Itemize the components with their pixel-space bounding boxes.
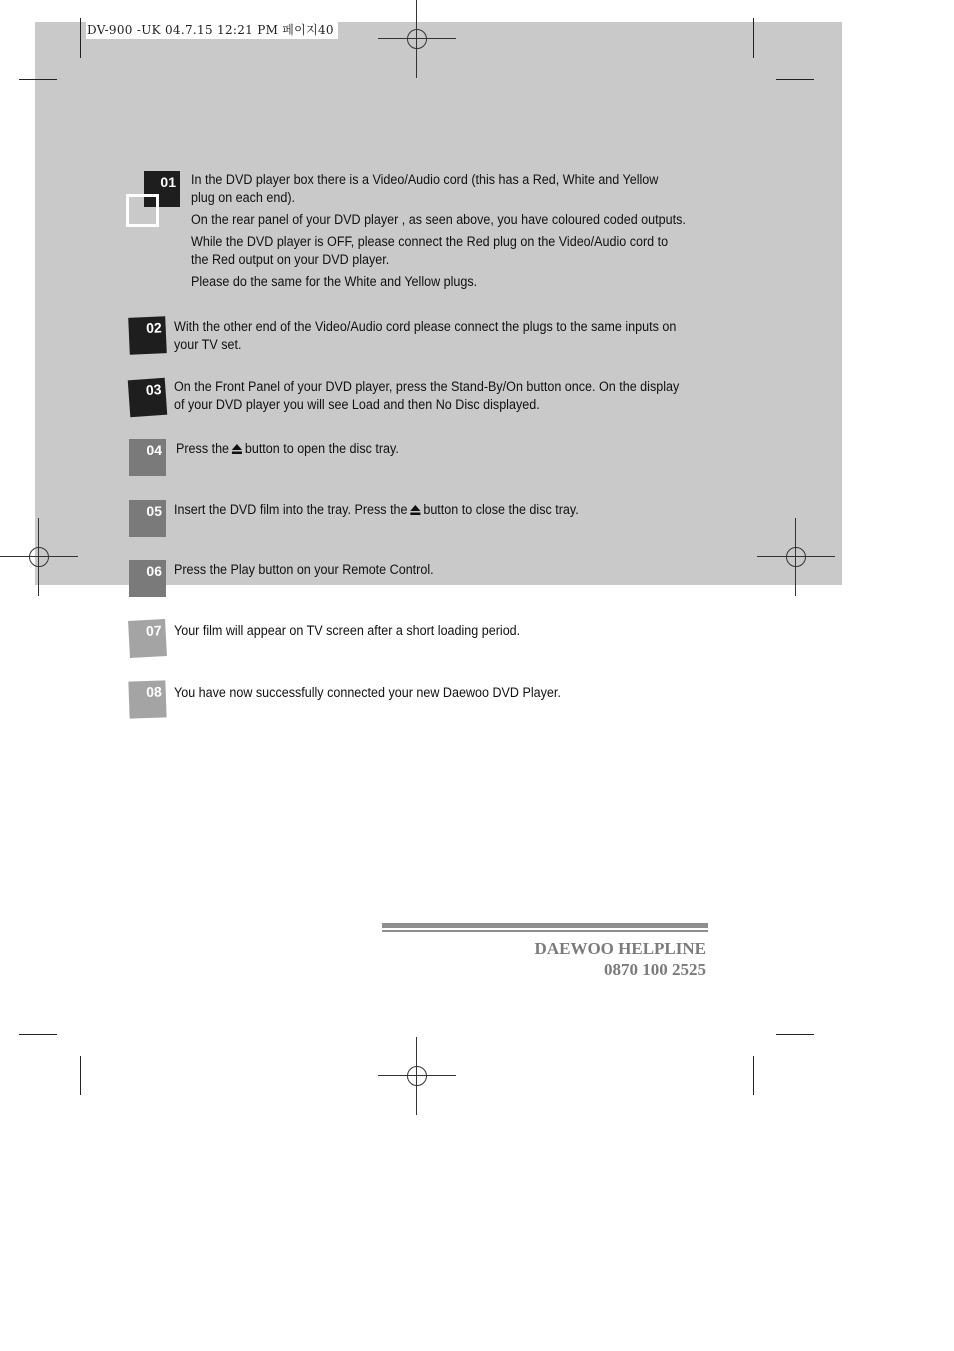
step-number-badge: 02 [128,316,167,355]
eject-icon [410,505,420,515]
step-number-badge: 08 [128,680,166,718]
step-03-text: On the Front Panel of your DVD player, press the Stand-By/On button once. On the display of your DVD player you will see Load and then No Disc displayed. [174,379,680,412]
crop-mark-top-left-v [80,18,81,58]
registration-mark-top [378,0,456,78]
crop-mark-bottom-right-h [776,1034,814,1035]
registration-mark-left [0,518,78,596]
helpline-label: DAEWOO HELPLINE [534,939,706,958]
step-06-text: Press the Play button on your Remote Control. [174,562,434,577]
helpline-number: 0870 100 2525 [604,960,706,979]
step-04-text: Press the button to open the disc tray. [176,441,399,456]
step-number-badge: 03 [128,378,167,417]
step-01-text: In the DVD player box there is a Video/Audio cord (this has a Red, White and Yellow plug on each end). On the rear panel of your DVD player , as seen above, you have coloured coded outputs. While the DVD player is OFF, please connect the Red plug on the Video/Audio cord to the Red output on your DVD player. Please do the same for the White and Yellow plugs. [191,172,686,289]
step-number-badge: 07 [128,619,167,658]
step-05-text: Insert the DVD film into the tray. Press the button to close the disc tray. [174,502,579,517]
step-number-badge: 05 [129,500,166,537]
registration-mark-right [757,518,835,596]
footer-rule [382,923,708,928]
crop-mark-bottom-right-v [753,1056,754,1095]
step-number-badge: 04 [129,439,166,476]
crop-mark-top-right-h [776,79,814,80]
step-02-text: With the other end of the Video/Audio cord please connect the plugs to the same inputs on your TV set. [174,319,677,352]
step-07-text: Your film will appear on TV screen after a short loading period. [174,623,521,638]
crop-mark-bottom-left-v [80,1056,81,1095]
step-number-badge: 06 [129,560,166,597]
crop-mark-bottom-left-h [19,1034,57,1035]
registration-mark-bottom [378,1037,456,1115]
square-outline-icon [126,194,159,227]
step-number-badge: 01 [144,171,180,207]
crop-mark-top-right-v [753,18,754,58]
step-08-text: You have now successfully connected your new Daewoo DVD Player. [174,685,561,700]
eject-icon [232,444,242,454]
crop-mark-top-left-h [19,79,57,80]
footer-rule [382,930,708,932]
helpline-block [535,938,706,980]
print-header: DV-900 -UK 04.7.15 12:21 PM 페이지40 [86,22,338,39]
